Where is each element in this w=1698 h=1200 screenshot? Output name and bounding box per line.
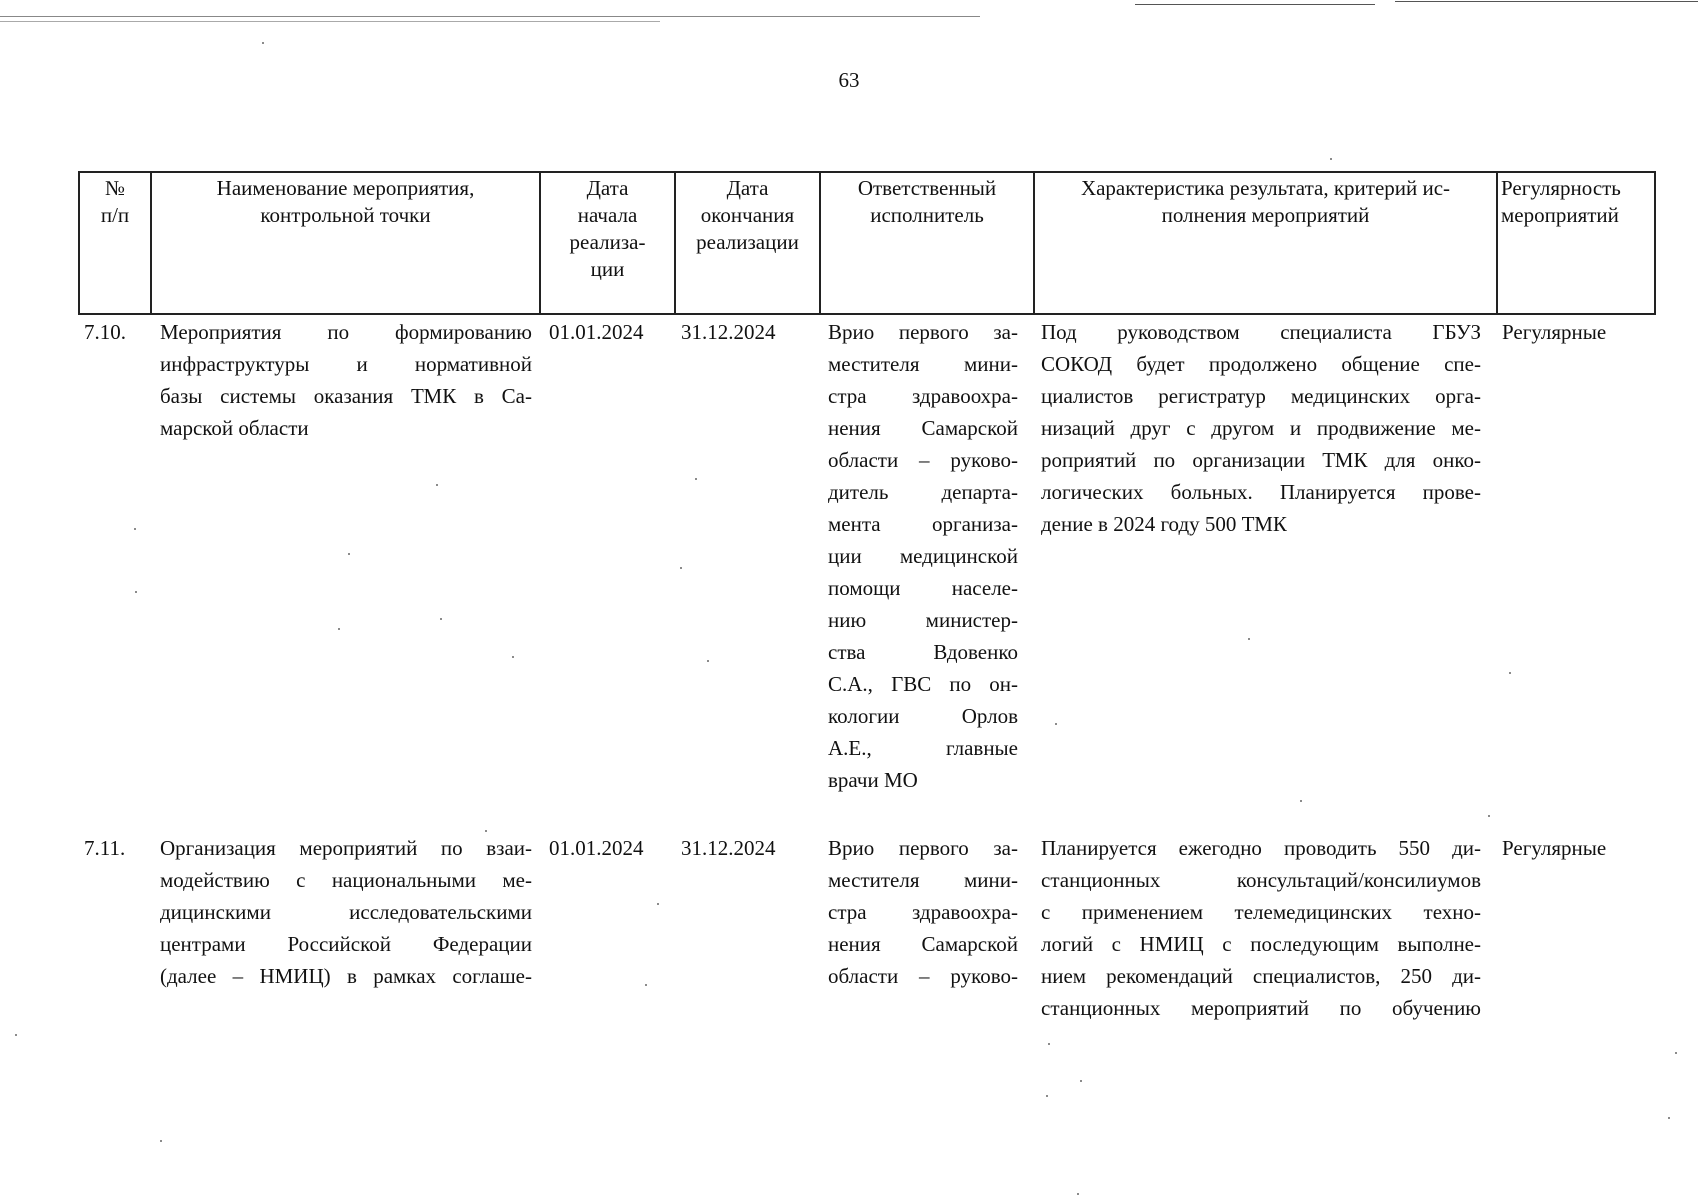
regularity: Регулярные	[1502, 836, 1607, 860]
scan-speck	[1668, 1117, 1670, 1119]
header-responsible: Ответственный исполнитель	[820, 172, 1034, 314]
header-end-date: Дата окончания реализации	[675, 172, 820, 314]
start-date: 01.01.2024	[549, 836, 644, 860]
scan-line	[1395, 1, 1698, 2]
scan-speck	[645, 984, 647, 986]
end-date: 31.12.2024	[681, 320, 776, 344]
scan-speck	[1248, 638, 1250, 640]
row-number: 7.10.	[84, 320, 126, 344]
scan-line	[1135, 4, 1375, 5]
header-regularity: Регулярность мероприятий	[1497, 172, 1655, 314]
scan-speck	[160, 1140, 162, 1142]
end-date: 31.12.2024	[681, 836, 776, 860]
scan-speck	[512, 656, 514, 658]
scan-speck	[695, 478, 697, 480]
event-name: Мероприятия по формированию инфраструктуры и нормативной базы системы оказания ТМК в Са- марской области	[160, 320, 532, 440]
regularity: Регулярные	[1502, 320, 1607, 344]
table-header	[78, 171, 1656, 315]
event-name: Организация мероприятий по взаи- модействию с национальными ме- дицинскими исследовательскими центрами Российской Федерации (далее – НМИЦ) в рамках соглаше-	[160, 836, 532, 988]
scan-speck	[440, 618, 442, 620]
scan-line	[0, 21, 660, 22]
scan-speck	[15, 1034, 17, 1036]
responsible-person: Врио первого за- местителя мини- стра здравоохра- нения Самарской области – руково-	[828, 836, 1018, 988]
header-number: № п/п	[79, 172, 151, 314]
scan-speck	[348, 553, 350, 555]
scan-speck	[707, 660, 709, 662]
scan-speck	[680, 567, 682, 569]
header-event-name: Наименование мероприятия, контрольной точки	[151, 172, 540, 314]
row-number: 7.11.	[84, 836, 126, 860]
scan-speck	[1330, 158, 1332, 160]
result-description: Под руководством специалиста ГБУЗ СОКОД будет продолжено общение спе- циалистов регистратур медицинских орга- низаций друг с другом и продвижение ме- роприятий по организации ТМК для онко- логических больных. Планируется прове- дение в 2024 году 500 ТМК	[1041, 320, 1481, 536]
scan-speck	[1048, 1043, 1050, 1045]
scan-speck	[485, 830, 487, 832]
scan-speck	[134, 528, 136, 530]
header-start-date: Дата начала реализа- ции	[540, 172, 675, 314]
scan-speck	[657, 903, 659, 905]
scan-speck	[135, 591, 137, 593]
scan-speck	[1055, 723, 1057, 725]
scan-speck	[1046, 1095, 1048, 1097]
responsible-person: Врио первого за- местителя мини- стра здравоохра- нения Самарской области – руково- дитель департа- мента организа- ции медицинской помощи населе- нию министер- ства Вдовенко С.А., ГВС по он- кологии Орлов А.Е., главные врачи МО	[828, 320, 1018, 792]
page-number: 63	[838, 68, 860, 92]
scan-speck	[436, 484, 438, 486]
scan-speck	[1488, 815, 1490, 817]
scan-speck	[1077, 1193, 1079, 1195]
scan-speck	[1509, 672, 1511, 674]
scan-speck	[262, 42, 264, 44]
scan-speck	[1300, 800, 1302, 802]
result-description: Планируется ежегодно проводить 550 ди- станционных консультаций/консилиумов с применением телемедицинских техно- логий с НМИЦ с последующим выполне- нием рекомендаций специалистов, 250 ди- станционных мероприятий по обучению	[1041, 836, 1481, 1020]
scan-speck	[1675, 1052, 1677, 1054]
scan-line	[0, 16, 980, 17]
header-result: Характеристика результата, критерий ис- полнения мероприятий	[1034, 172, 1497, 314]
scan-speck	[338, 628, 340, 630]
scan-speck	[1080, 1080, 1082, 1082]
start-date: 01.01.2024	[549, 320, 644, 344]
